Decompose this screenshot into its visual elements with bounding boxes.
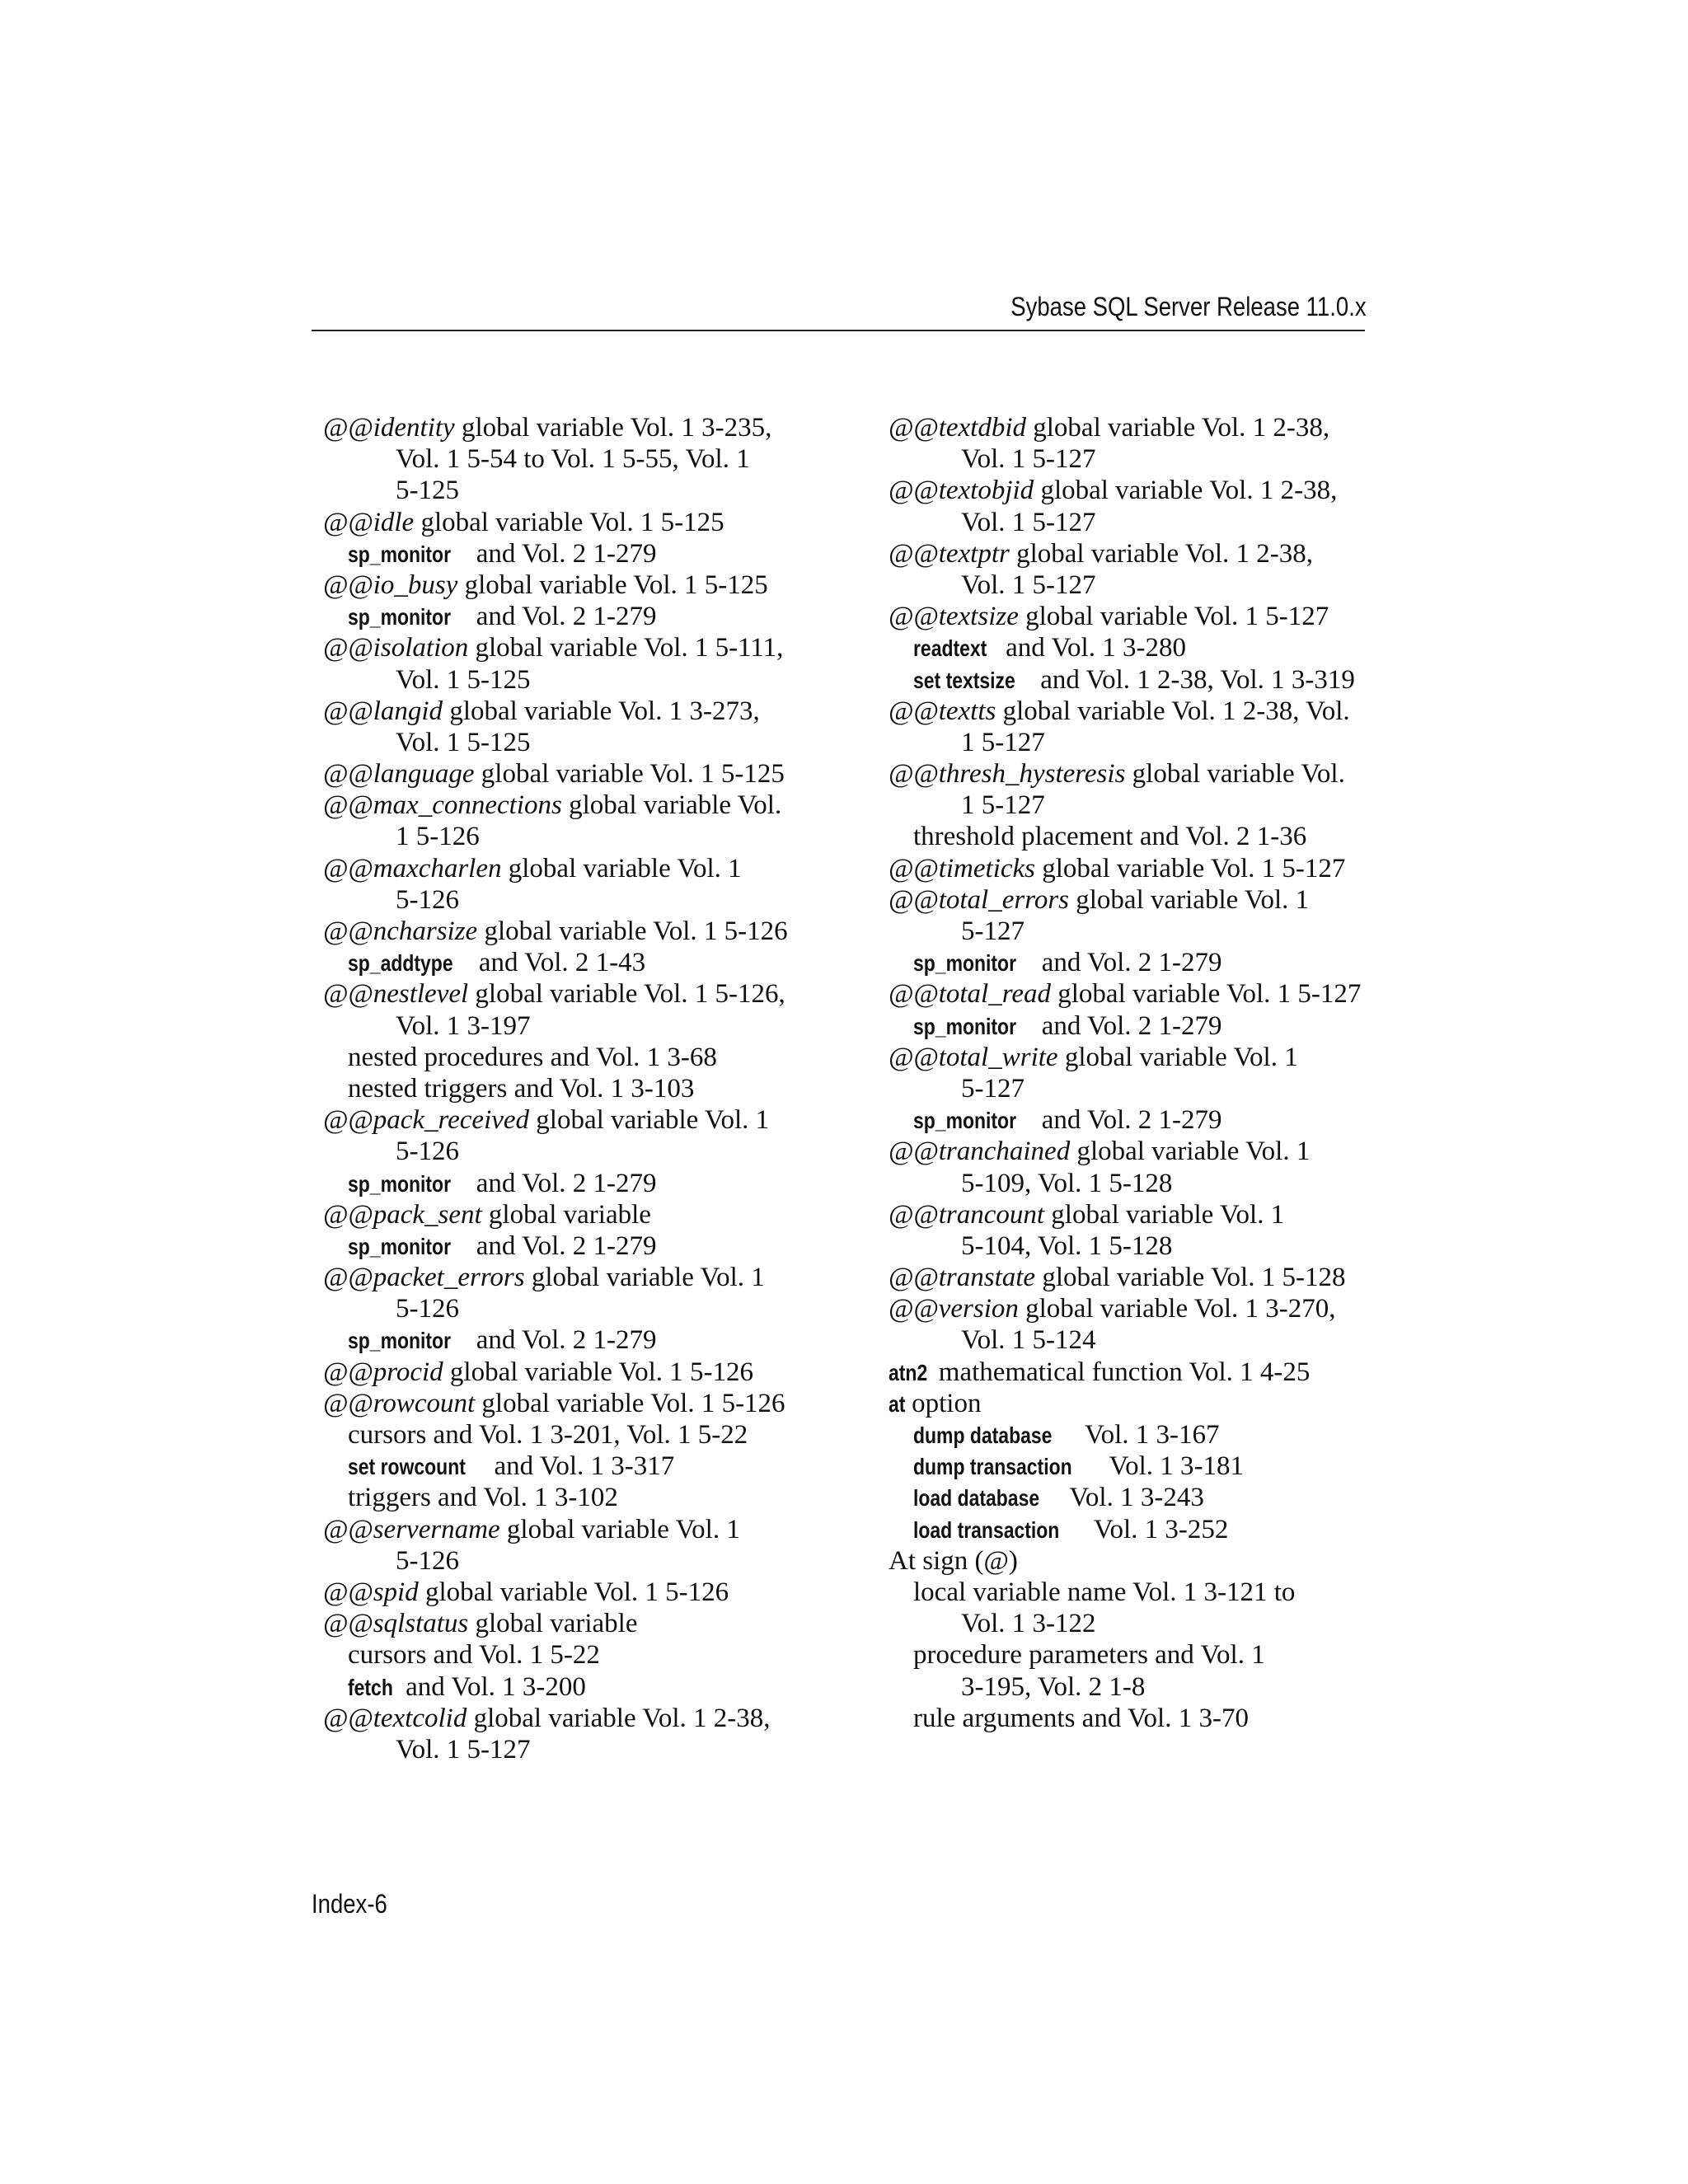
index-subentry <box>323 538 818 569</box>
index-subentry <box>889 1010 1383 1042</box>
entry-text: global variable Vol. 1 5-126 <box>418 1577 729 1607</box>
topic-term: @@pack_received <box>323 1105 530 1136</box>
code-term: set rowcount <box>348 1454 466 1480</box>
index-continuation <box>323 727 818 758</box>
index-subentry <box>889 821 1383 852</box>
entry-text: global variable Vol. 1 5-125 <box>457 569 768 600</box>
topic-term: @@transtate <box>889 1263 1036 1293</box>
entry-text: Vol. 1 3-243 <box>1062 1483 1204 1513</box>
topic-term: @@pack_sent <box>323 1199 482 1230</box>
topic-term: @@rowcount <box>323 1388 476 1418</box>
index-continuation <box>323 1293 818 1324</box>
entry-text: global variable Vol. 1 2-38, <box>1026 413 1330 443</box>
code-term: sp_monitor <box>348 1170 452 1197</box>
code-term: load transaction <box>913 1516 1060 1543</box>
index-entry <box>323 1357 818 1388</box>
index-column-right <box>889 412 1383 1734</box>
topic-term: @@total_errors <box>889 884 1070 915</box>
index-continuation <box>323 1010 818 1042</box>
index-continuation <box>889 790 1383 821</box>
entry-text: procedure parameters and Vol. 1 <box>913 1640 1265 1671</box>
topic-term: @@idle <box>323 507 415 537</box>
index-entry <box>889 1262 1383 1293</box>
topic-term: @@tranchained <box>889 1137 1071 1167</box>
index-continuation <box>323 1734 818 1765</box>
entry-text: 5-104, Vol. 1 5-128 <box>961 1230 1173 1261</box>
index-subentry <box>323 1230 818 1262</box>
topic-term: @@version <box>889 1294 1019 1324</box>
topic-term: @@total_write <box>889 1042 1058 1072</box>
entry-text: global variable <box>468 1609 638 1639</box>
entry-text: global variable Vol. 1 3-273, <box>443 696 760 726</box>
entry-text: Vol. 1 3-252 <box>1087 1514 1229 1544</box>
code-term: at <box>889 1390 906 1417</box>
entry-text: Vol. 1 3-181 <box>1102 1451 1245 1482</box>
entry-text: and Vol. 1 3-200 <box>398 1671 586 1702</box>
code-term: load database <box>913 1485 1040 1511</box>
entry-text: global variable Vol. 1 2-38, Vol. <box>996 696 1350 726</box>
index-entry <box>323 507 818 538</box>
index-entry <box>323 1104 818 1136</box>
index-entry <box>323 696 818 727</box>
index-entry <box>323 1199 818 1230</box>
index-subentry <box>323 1639 818 1671</box>
index-continuation <box>889 1324 1383 1356</box>
entry-text: 5-109, Vol. 1 5-128 <box>961 1168 1173 1198</box>
index-entry <box>889 884 1383 916</box>
index-entry <box>323 632 818 663</box>
entry-text: and Vol. 2 1-43 <box>471 948 646 978</box>
topic-term: @@textts <box>889 696 996 726</box>
index-subentry <box>323 1324 818 1356</box>
topic-term: @@spid <box>323 1577 419 1607</box>
entry-text: nested procedures and Vol. 1 3-68 <box>348 1042 717 1072</box>
index-subentry <box>323 1168 818 1199</box>
entry-text: Vol. 1 3-197 <box>396 1010 531 1041</box>
entry-text: cursors and Vol. 1 3-201, Vol. 1 5-22 <box>348 1420 748 1450</box>
topic-term: @@trancount <box>889 1199 1045 1230</box>
topic-term: @@textdbid <box>889 413 1027 443</box>
index-continuation <box>889 1168 1383 1199</box>
topic-term: @@servername <box>323 1514 500 1544</box>
index-continuation <box>323 1545 818 1577</box>
entry-text: global variable Vol. 1 5-127 <box>1051 979 1362 1010</box>
index-entry <box>889 1357 1383 1388</box>
index-entry <box>323 853 818 884</box>
entry-text: global variable Vol. 1 2-38, <box>467 1703 771 1733</box>
entry-text: global variable Vol. 1 <box>1069 884 1310 915</box>
index-entry <box>323 978 818 1010</box>
entry-text: global variable Vol. <box>561 790 782 821</box>
index-subentry <box>323 1482 818 1513</box>
code-term: fetch <box>348 1674 393 1700</box>
index-subentry <box>323 1671 818 1703</box>
index-entry <box>323 569 818 601</box>
entry-text: 5-126 <box>396 1137 459 1167</box>
index-entry <box>323 758 818 790</box>
index-continuation <box>323 821 818 852</box>
index-entry <box>889 601 1383 632</box>
index-subentry <box>323 1073 818 1104</box>
index-continuation <box>323 1136 818 1167</box>
index-continuation <box>323 884 818 916</box>
index-entry <box>323 1608 818 1639</box>
index-continuation <box>323 443 818 475</box>
index-continuation <box>889 1608 1383 1639</box>
entry-text: global variable Vol. 1 5-126, <box>468 979 785 1010</box>
code-term: sp_monitor <box>913 1013 1017 1039</box>
entry-text: global variable Vol. 1 <box>529 1105 770 1136</box>
index-subentry <box>889 1104 1383 1136</box>
entry-text: global variable Vol. 1 5-128 <box>1035 1263 1346 1293</box>
entry-text: global variable Vol. 1 5-127 <box>1018 602 1329 632</box>
entry-text: global variable Vol. 1 <box>1044 1199 1285 1230</box>
entry-text: and Vol. 2 1-279 <box>1034 1010 1222 1041</box>
topic-term: @@procid <box>323 1357 443 1387</box>
index-entry <box>889 475 1383 506</box>
entry-text: global variable Vol. 1 5-126 <box>477 916 788 946</box>
entry-text: Vol. 1 5-54 to Vol. 1 5-55, Vol. 1 <box>396 444 750 475</box>
entry-text: 5-126 <box>396 1294 459 1324</box>
index-entry <box>889 1199 1383 1230</box>
code-term: sp_monitor <box>348 1328 452 1354</box>
entry-text: global variable Vol. 1 5-126 <box>475 1388 785 1418</box>
topic-term: @@thresh_hysteresis <box>889 759 1126 790</box>
index-entry <box>889 758 1383 790</box>
index-continuation <box>889 916 1383 947</box>
code-term: set textsize <box>913 667 1015 693</box>
index-continuation <box>889 1671 1383 1703</box>
topic-term: @@sqlstatus <box>323 1609 469 1639</box>
entry-text: Vol. 1 5-124 <box>961 1325 1096 1356</box>
index-continuation <box>889 569 1383 601</box>
index-subentry <box>889 632 1383 663</box>
index-entry <box>889 1545 1383 1577</box>
page-number: Index-6 <box>312 1889 387 1919</box>
index-subentry <box>889 947 1383 978</box>
entry-text: local variable name Vol. 1 3-121 to <box>913 1577 1296 1607</box>
code-term: sp_monitor <box>348 604 452 630</box>
topic-term: @@langid <box>323 696 443 726</box>
entry-text: global variable Vol. 1 3-270, <box>1018 1294 1336 1324</box>
entry-text: 3-195, Vol. 2 1-8 <box>961 1671 1146 1702</box>
entry-text: Vol. 1 5-127 <box>961 569 1096 600</box>
entry-text: global variable Vol. 1 5-111, <box>468 633 784 663</box>
code-term: dump database <box>913 1422 1053 1448</box>
index-subentry <box>889 1419 1383 1451</box>
index-entry <box>323 412 818 443</box>
topic-term: @@timeticks <box>889 853 1036 883</box>
index-subentry <box>889 1482 1383 1513</box>
topic-term: @@packet_errors <box>323 1263 525 1293</box>
entry-text: and Vol. 2 1-279 <box>469 1168 657 1198</box>
entry-text: global variable Vol. 1 5-127 <box>1035 853 1346 883</box>
index-entry <box>323 916 818 947</box>
entry-text: global variable Vol. 1 5-126 <box>443 1357 754 1387</box>
entry-text: 1 5-127 <box>961 790 1045 821</box>
index-entry <box>889 696 1383 727</box>
topic-term: @@isolation <box>323 633 469 663</box>
code-term: atn2 <box>889 1359 928 1385</box>
entry-text: 5-125 <box>396 476 459 506</box>
entry-text: Vol. 1 5-127 <box>961 444 1096 475</box>
index-entry <box>323 790 818 821</box>
code-term: sp_monitor <box>348 1233 452 1259</box>
index-subentry <box>889 1639 1383 1671</box>
index-entry <box>889 1136 1383 1167</box>
entry-text: Vol. 1 3-167 <box>1078 1420 1220 1450</box>
topic-term: @@io_busy <box>323 569 458 600</box>
index-entry <box>323 1388 818 1419</box>
entry-text: cursors and Vol. 1 5-22 <box>348 1640 600 1671</box>
topic-term: @@nestlevel <box>323 979 469 1010</box>
entry-text: At sign (@) <box>889 1545 1018 1576</box>
index-continuation <box>889 1230 1383 1262</box>
entry-text: global variable Vol. 1 2-38, <box>1034 476 1338 506</box>
entry-text: and Vol. 1 3-317 <box>487 1451 675 1482</box>
index-entry <box>889 538 1383 569</box>
topic-term: @@total_read <box>889 979 1051 1010</box>
topic-term: @@language <box>323 759 475 790</box>
index-continuation <box>323 475 818 506</box>
entry-text: global variable Vol. 1 <box>524 1263 765 1293</box>
entry-text: global variable Vol. 1 3-235, <box>454 413 772 443</box>
topic-term: @@textcolid <box>323 1703 467 1733</box>
entry-text: 5-126 <box>396 884 459 915</box>
index-subentry <box>889 1451 1383 1482</box>
entry-text: Vol. 1 5-127 <box>396 1734 531 1765</box>
entry-text: Vol. 1 3-122 <box>961 1609 1096 1639</box>
topic-term: @@ncharsize <box>323 916 478 946</box>
entry-text: global variable Vol. 1 5-125 <box>414 507 724 537</box>
index-continuation <box>889 443 1383 475</box>
code-term: sp_addtype <box>348 950 453 977</box>
index-subentry <box>323 1042 818 1073</box>
entry-text: global variable Vol. 1 <box>1057 1042 1298 1072</box>
entry-text: threshold placement and Vol. 2 1-36 <box>913 822 1307 852</box>
topic-term: @@identity <box>323 413 455 443</box>
index-entry <box>889 853 1383 884</box>
entry-text: mathematical function Vol. 1 4-25 <box>931 1357 1311 1387</box>
entry-text: 5-127 <box>961 1073 1025 1104</box>
index-subentry <box>889 1703 1383 1734</box>
code-term: sp_monitor <box>348 541 452 567</box>
topic-term: @@textobjid <box>889 476 1034 506</box>
index-entry <box>323 1514 818 1545</box>
entry-text: and Vol. 2 1-279 <box>469 1325 657 1356</box>
index-continuation <box>323 664 818 696</box>
entry-text: global variable Vol. 1 5-125 <box>474 759 785 790</box>
entry-text: triggers and Vol. 1 3-102 <box>348 1483 618 1513</box>
running-header: Sybase SQL Server Release 11.0.x <box>1010 292 1367 321</box>
index-continuation <box>889 727 1383 758</box>
entry-text: and Vol. 2 1-279 <box>469 1230 657 1261</box>
entry-text: option <box>904 1388 982 1418</box>
entry-text: and Vol. 2 1-279 <box>469 602 657 632</box>
entry-text: and Vol. 2 1-279 <box>1034 1105 1222 1136</box>
entry-text: Vol. 1 5-127 <box>961 507 1096 537</box>
index-subentry <box>889 1577 1383 1608</box>
index-subentry <box>323 1419 818 1451</box>
index-entry <box>323 1262 818 1293</box>
entry-text: global variable <box>481 1199 651 1230</box>
entry-text: Vol. 1 5-125 <box>396 727 531 757</box>
index-subentry <box>889 1514 1383 1545</box>
header-rule <box>312 330 1365 331</box>
index-continuation <box>889 507 1383 538</box>
index-continuation <box>889 1073 1383 1104</box>
topic-term: @@textptr <box>889 538 1010 569</box>
entry-text: rule arguments and Vol. 1 3-70 <box>913 1703 1249 1733</box>
code-term: sp_monitor <box>913 1108 1017 1134</box>
index-entry <box>889 1388 1383 1419</box>
entry-text: 1 5-126 <box>396 822 480 852</box>
entry-text: Vol. 1 5-125 <box>396 664 531 695</box>
code-term: dump transaction <box>913 1454 1072 1480</box>
topic-term: @@textsize <box>889 602 1019 632</box>
index-column-left <box>323 412 818 1765</box>
index-entry <box>889 1293 1383 1324</box>
entry-text: 1 5-127 <box>961 727 1045 757</box>
index-entry <box>889 978 1383 1010</box>
entry-text: 5-127 <box>961 916 1025 946</box>
entry-text: and Vol. 2 1-279 <box>1034 948 1222 978</box>
entry-text: global variable Vol. 1 2-38, <box>1009 538 1313 569</box>
index-entry <box>889 1042 1383 1073</box>
index-subentry <box>323 947 818 978</box>
entry-text: global variable Vol. 1 <box>1070 1137 1311 1167</box>
code-term: readtext <box>913 635 987 662</box>
entry-text: and Vol. 1 2-38, Vol. 1 3-319 <box>1033 664 1355 695</box>
entry-text: global variable Vol. <box>1125 759 1345 790</box>
entry-text: global variable Vol. 1 <box>501 853 742 883</box>
entry-text: global variable Vol. 1 <box>499 1514 740 1544</box>
entry-text: and Vol. 1 3-280 <box>998 633 1186 663</box>
entry-text: 5-126 <box>396 1545 459 1576</box>
topic-term: @@max_connections <box>323 790 562 821</box>
topic-term: @@maxcharlen <box>323 853 502 883</box>
entry-text: and Vol. 2 1-279 <box>469 538 657 569</box>
index-subentry <box>323 601 818 632</box>
index-entry <box>323 1577 818 1608</box>
index-subentry <box>889 664 1383 696</box>
index-subentry <box>323 1451 818 1482</box>
entry-text: nested triggers and Vol. 1 3-103 <box>348 1073 695 1104</box>
index-entry <box>323 1703 818 1734</box>
code-term: sp_monitor <box>913 950 1017 977</box>
index-entry <box>889 412 1383 443</box>
